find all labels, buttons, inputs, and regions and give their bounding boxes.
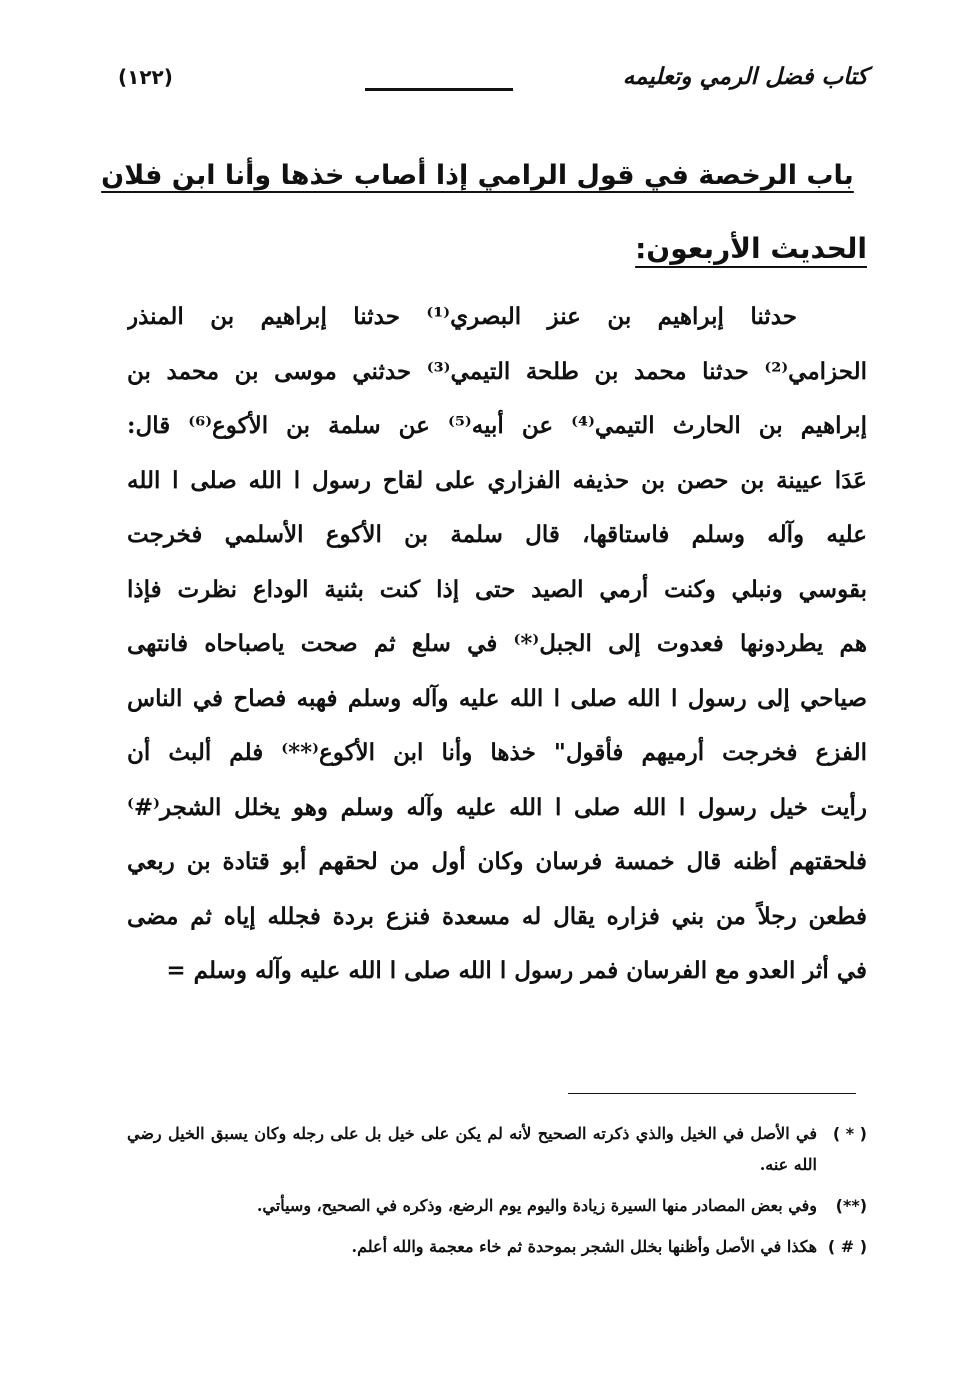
footnote-text: هكذا في الأصل وأظنها بخلل الشجر بموحدة ثم خاء معجمة والله أعلم. — [351, 1237, 817, 1256]
running-header — [118, 64, 868, 104]
header-book-title: كتاب فضل الرمي وتعليمه — [622, 64, 868, 90]
footnotes — [127, 1118, 867, 1262]
footnote-separator — [568, 1093, 856, 1094]
body-line: فطعن رجلاً من بني فزاره يقال له مسعدة فنزع بردة فجلله إياه ثم مضى — [127, 902, 867, 930]
footnote-text: في الأصل في الخيل والذي ذكرته الصحيح لأنه لم يكن على خيل بل على رجله وكان يسبق الخيل رضي الله عنه. — [127, 1124, 817, 1174]
body-line: الحزامي⁽²⁾ حدثنا محمد بن طلحة التيمي⁽³⁾ حدثني موسى بن محمد بن — [127, 357, 867, 385]
body-line: هم يطردونها فعدوت إلى الجبل⁽*⁾ في سلع ثم صحت ياصباحاه فانتهى — [127, 630, 867, 657]
footnote — [127, 1190, 867, 1221]
footnote — [127, 1118, 867, 1180]
body-line: عَدَا عيينة بن حصن بن حذيفه الفزاري على لقاح رسول ا الله صلى ا الله — [127, 466, 867, 494]
body-line: الفزع فخرجت أرميهم فأقول" خذها وأنا ابن الأكوع⁽**⁾ فلم ألبث أن — [127, 739, 867, 766]
chapter-title: باب الرخصة في قول الرامي إذا أصاب خذها وأنا ابن فلان — [101, 160, 854, 191]
header-rule — [365, 88, 513, 91]
footnote — [127, 1231, 867, 1262]
body-line: عليه وآله وسلم فاستاقها، قال سلمة بن الأكوع الأسلمي فخرجت — [127, 521, 867, 548]
body-line: حدثنا إبراهيم بن عنز البصري⁽¹⁾ حدثنا إبراهيم بن المنذر — [127, 303, 797, 330]
footnote-mark: ( # ) — [827, 1237, 867, 1256]
body-line: فلحقتهم أظنه قال خمسة فرسان وكان أول من لحقهم أبو قتادة بن ربعي — [127, 848, 867, 875]
body-line: إبراهيم بن الحارث التيمي⁽⁴⁾ عن أبيه⁽⁵⁾ عن سلمة بن الأكوع⁽⁶⁾ قال: — [127, 412, 867, 439]
hadith-body — [127, 290, 867, 999]
footnote-mark: ( * ) — [832, 1124, 867, 1143]
body-line: صياحي إلى رسول ا الله صلى ا الله عليه وآله وسلم فهبه فصاح في الناس — [127, 684, 867, 712]
body-line: رأيت خيل رسول ا الله صلى ا الله عليه وآله وسلم وهو يخلل الشجر⁽#⁾ — [127, 793, 867, 821]
page-number: (١٢٢) — [118, 65, 173, 89]
body-line: بقوسي ونبلي وكنت أرمي الصيد حتى إذا كنت بثنية الوداع نظرت فإذا — [127, 575, 867, 603]
footnote-text: وفي بعض المصادر منها السيرة زيادة واليوم يوم الرضع، وذكره في الصحيح، وسيأتي. — [256, 1196, 817, 1215]
body-line: في أثر العدو مع الفرسان فمر رسول ا الله صلى ا الله عليه وآله وسلم = — [166, 957, 867, 984]
footnote-mark: (**) — [835, 1196, 867, 1215]
hadith-title: الحديث الأربعون: — [635, 232, 867, 265]
